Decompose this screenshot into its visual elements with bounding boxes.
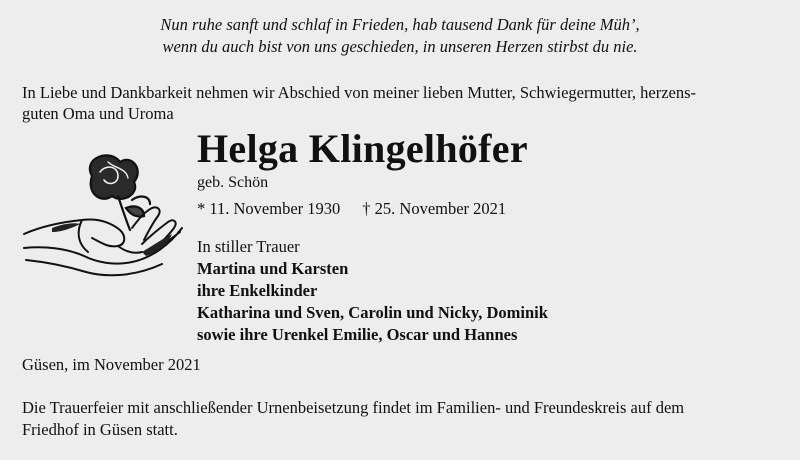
life-dates xyxy=(197,199,506,219)
poem-line-2: wenn du auch bist von uns geschieden, in unseren Herzen stirbst du nie. xyxy=(162,37,638,56)
deceased-name: Helga Klingelhöfer xyxy=(197,126,528,171)
poem-line-1: Nun ruhe sanft und schlaf in Frieden, hab tausend Dank für deine Müh’, xyxy=(160,15,640,34)
funeral-line-2: Friedhof in Güsen statt. xyxy=(22,420,178,439)
place-date: Güsen, im November 2021 xyxy=(22,355,201,374)
birth-name: geb. Schön xyxy=(197,174,269,191)
intro-text xyxy=(22,82,782,124)
funeral-line-1: Die Trauerfeier mit anschließender Urnenbeisetzung findet im Familien- und Freundeskreis auf dem xyxy=(22,398,685,417)
funeral-notice xyxy=(22,397,782,441)
mourners-line-2: ihre Enkelkinder xyxy=(197,281,318,300)
intro-line-1: In Liebe und Dankbarkeit nehmen wir Abschied von meiner lieben Mutter, Schwiegermutter, herzens- xyxy=(22,83,697,102)
rose-in-hands-icon xyxy=(22,148,187,278)
mourners-heading: In stiller Trauer xyxy=(197,237,300,256)
mourners-line-3: Katharina und Sven, Carolin und Nicky, Dominik xyxy=(197,303,548,322)
poem xyxy=(0,14,800,58)
mourners-line-1: Martina und Karsten xyxy=(197,259,349,278)
mourners-line-4: sowie ihre Urenkel Emilie, Oscar und Hannes xyxy=(197,325,518,344)
birth-date: * 11. November 1930 xyxy=(197,199,341,218)
death-date: † 25. November 2021 xyxy=(362,199,507,218)
intro-line-2: guten Oma und Uroma xyxy=(22,104,174,123)
mourners-block xyxy=(197,236,548,346)
